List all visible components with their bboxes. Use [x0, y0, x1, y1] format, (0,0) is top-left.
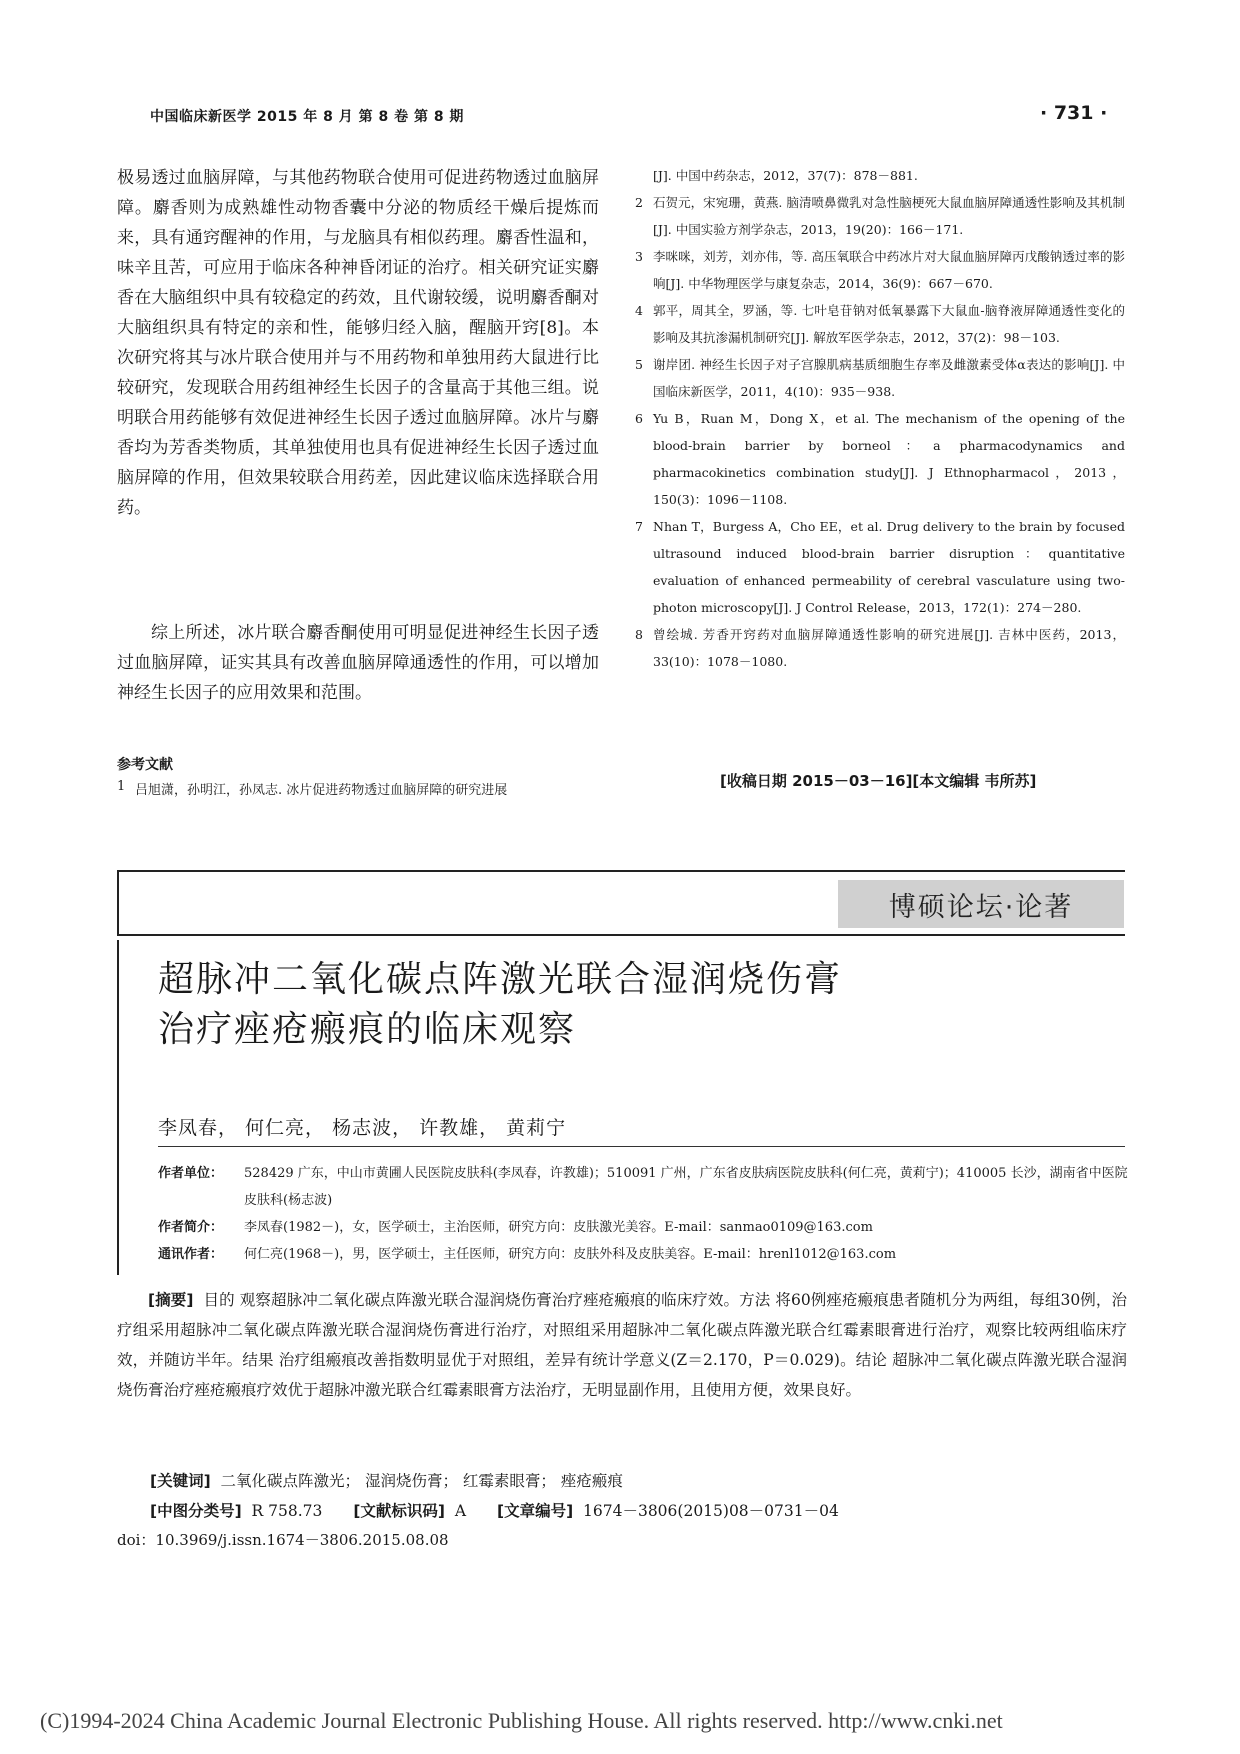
abstract-text: 目的 观察超脉冲二氧化碳点阵激光联合湿润烧伤膏治疗痤疮瘢痕的临床疗效。方法 将60例痤疮瘢痕患者随机分为两组，每组30例，治疗组采用超脉冲二氧化碳点阵激光联合湿润烧伤膏进行治疗，对照组采用超脉冲二氧化碳点阵激光联合红霉素眼膏进行治疗，观察比较两组临床疗效，并随访半年。结果 治疗组瘢痕改善指数明显优于对照组，差异有统计学意义(Z＝2.170，P＝0.029)。结论 超脉冲二氧化碳点阵激光联合湿润烧伤膏治疗痤疮瘢痕疗效优于超脉冲激光联合红霉素眼膏方法治疗，无明显副作用，且使用方便，效果良好。 [117, 1291, 1127, 1399]
reference-text: 石贺元，宋宛珊，黄燕. 脑清喷鼻微乳对急性脑梗死大鼠血脑屏障通透性影响及其机制[J]. 中国实验方剂学杂志，2013，19(20)：166－171. [653, 195, 1125, 237]
reference-text: [J]. 中国中药杂志，2012，37(7)：878－881. [653, 168, 918, 183]
reference-number: 5 [635, 357, 643, 372]
title-line-1: 超脉冲二氧化碳点阵激光联合湿润烧伤膏 [158, 959, 843, 1000]
affiliation-label: 作者单位： [158, 1166, 224, 1181]
reference-number: 4 [635, 303, 643, 318]
classification [150, 1499, 839, 1521]
reference-text: 李咪咪，刘芳，刘亦伟，等. 高压氧联合中药冰片对大鼠血脑屏障丙戊酸钠透过率的影响[J]. 中华物理医学与康复杂志，2014，36(9)：667－670. [653, 249, 1125, 291]
reference-item [635, 405, 1125, 513]
article-no-label: [文章编号] [496, 1502, 574, 1520]
reference-item [635, 162, 1125, 189]
corresponding-row [158, 1241, 1128, 1268]
reference-item [635, 351, 1125, 405]
reference-number: 2 [635, 195, 643, 210]
clc-value: R 758.73 [251, 1502, 323, 1520]
corresponding-label: 通讯作者： [158, 1247, 224, 1262]
abstract-label: [摘要] [148, 1291, 194, 1309]
received-date: [收稿日期 2015－03－16][本文编辑 韦所苏] [720, 772, 1037, 790]
reference-list [635, 162, 1125, 675]
reference-text: Nhan T，Burgess A，Cho EE，et al. Drug delivery to the brain by focused ultrasound induced blood-brain barrier disruption：quantitative evaluation of enhanced permeability of cerebral vasculature using two-photon microscopy[J]. J Control Release，2013，172(1)：274－280. [653, 519, 1125, 615]
reference-number: 8 [635, 627, 643, 642]
bio-text: 李凤春(1982－)，女，医学硕士，主治医师，研究方向：皮肤激光美容。E-mail：sanmao0109@163.com [244, 1220, 873, 1235]
reference-text: 吕旭潇，孙明江，孙凤志. 冰片促进药物透过血脑屏障的研究进展 [135, 783, 508, 798]
reference-item [635, 243, 1125, 297]
left-paragraph-2 [117, 618, 599, 708]
abstract [117, 1285, 1127, 1405]
reference-item [635, 621, 1125, 675]
bio-row [158, 1214, 1128, 1241]
title-line-2: 治疗痤疮瘢痕的临床观察 [158, 1009, 577, 1050]
reference-number: 6 [635, 411, 643, 426]
reference-item [635, 189, 1125, 243]
article-title [158, 955, 842, 1055]
keywords-label: [关键词] [150, 1472, 211, 1490]
doc-code-value: A [454, 1502, 467, 1520]
section-divider-bottom [117, 934, 1125, 936]
reference-text: 谢岸团. 神经生长因子对子宫腺肌病基质细胞生存率及雌激素受体α表达的影响[J]. 中国临床新医学，2011，4(10)：935－938. [653, 357, 1125, 399]
bio-label: 作者简介： [158, 1220, 224, 1235]
reference-text: Yu B，Ruan M，Dong X，et al. The mechanism of the opening of the blood-brain barrier by borneol：a pharmacodynamics and pharmacokinetics combination study[J]. J Ethnopharmacol，2013，150(3)：1096－1108. [653, 411, 1125, 507]
article-no-value: 1674－3806(2015)08－0731－04 [583, 1502, 839, 1520]
doc-code-label: [文献标识码] [353, 1502, 445, 1520]
clc-label: [中图分类号] [150, 1502, 242, 1520]
reference-number: 7 [635, 519, 643, 534]
left-paragraph-1: 极易透过血脑屏障，与其他药物联合使用可促进药物透过血脑屏障。麝香则为成熟雄性动物香囊中分泌的物质经干燥后提炼而来，具有通窍醒神的作用，与龙脑具有相似药理。麝香性温和，味辛且苦，可应用于临床各种神昏闭证的治疗。相关研究证实麝香在大脑组织中具有较稳定的药效，且代谢较缓，说明麝香酮对大脑组织具有特定的亲和性，能够归经入脑，醒脑开窍[8]。本次研究将其与冰片联合使用并与不用药物和单独用药大鼠进行比较研究，发现联合用药组神经生长因子的含量高于其他三组。说明联合用药能够有效促进神经生长因子透过血脑屏障。冰片与麝香均为芳香类物质，其单独使用也具有促进神经生长因子透过血脑屏障的作用，但效果较联合用药差，因此建议临床选择联合用药。 [117, 168, 599, 518]
references-heading: 参考文献 [117, 757, 173, 773]
section-left-rule [117, 870, 119, 936]
reference-item [635, 297, 1125, 351]
author-info [158, 1160, 1128, 1268]
doi: doi：10.3969/j.issn.1674－3806.2015.08.08 [117, 1531, 449, 1549]
reference-item [635, 513, 1125, 621]
keywords-text: 二氧化碳点阵激光； 湿润烧伤膏； 红霉素眼膏； 痤疮瘢痕 [220, 1472, 623, 1490]
conclusion-paragraph: 综上所述，冰片联合麝香酮使用可明显促进神经生长因子透过血脑屏障，证实其具有改善血脑屏障通透性的作用，可以增加神经生长因子的应用效果和范围。 [117, 623, 599, 703]
author-divider [158, 1146, 1125, 1147]
section-banner: 博硕论坛·论著 [838, 880, 1124, 928]
reference-1 [117, 779, 607, 798]
journal-header: 中国临床新医学 2015 年 8 月 第 8 卷 第 8 期 [150, 109, 464, 125]
header-left-rule [117, 940, 119, 1275]
page-number: · 731 · [1040, 102, 1108, 124]
reference-number: 1 [117, 779, 126, 794]
affiliation-row [158, 1160, 1128, 1214]
reference-text: 郭平，周其全，罗涵，等. 七叶皂苷钠对低氧暴露下大鼠血-脑脊液屏障通透性变化的影响及其抗渗漏机制研究[J]. 解放军医学杂志，2012，37(2)：98－103. [653, 303, 1125, 345]
reference-number [635, 162, 653, 189]
reference-text: 曾绘城. 芳香开窍药对血脑屏障通透性影响的研究进展[J]. 吉林中医药，2013，33(10)：1078－1080. [653, 627, 1125, 669]
author-list: 李凤春， 何仁亮， 杨志波， 许教雄， 黄莉宁 [158, 1117, 567, 1139]
corresponding-text: 何仁亮(1968－)，男，医学硕士，主任医师，研究方向：皮肤外科及皮肤美容。E-mail：hrenl1012@163.com [244, 1247, 897, 1262]
keywords [150, 1469, 623, 1491]
affiliation-text: 528429 广东，中山市黄圃人民医院皮肤科(李凤春，许教雄)；510091 广州，广东省皮肤病医院皮肤科(何仁亮，黄莉宁)；410005 长沙，湖南省中医院皮肤科(杨志波) [244, 1166, 1128, 1208]
section-divider-top [117, 870, 1125, 872]
reference-number: 3 [635, 249, 643, 264]
copyright-footer: (C)1994-2024 China Academic Journal Electronic Publishing House. All rights reserved. http://www.cnki.net [40, 1708, 1003, 1733]
